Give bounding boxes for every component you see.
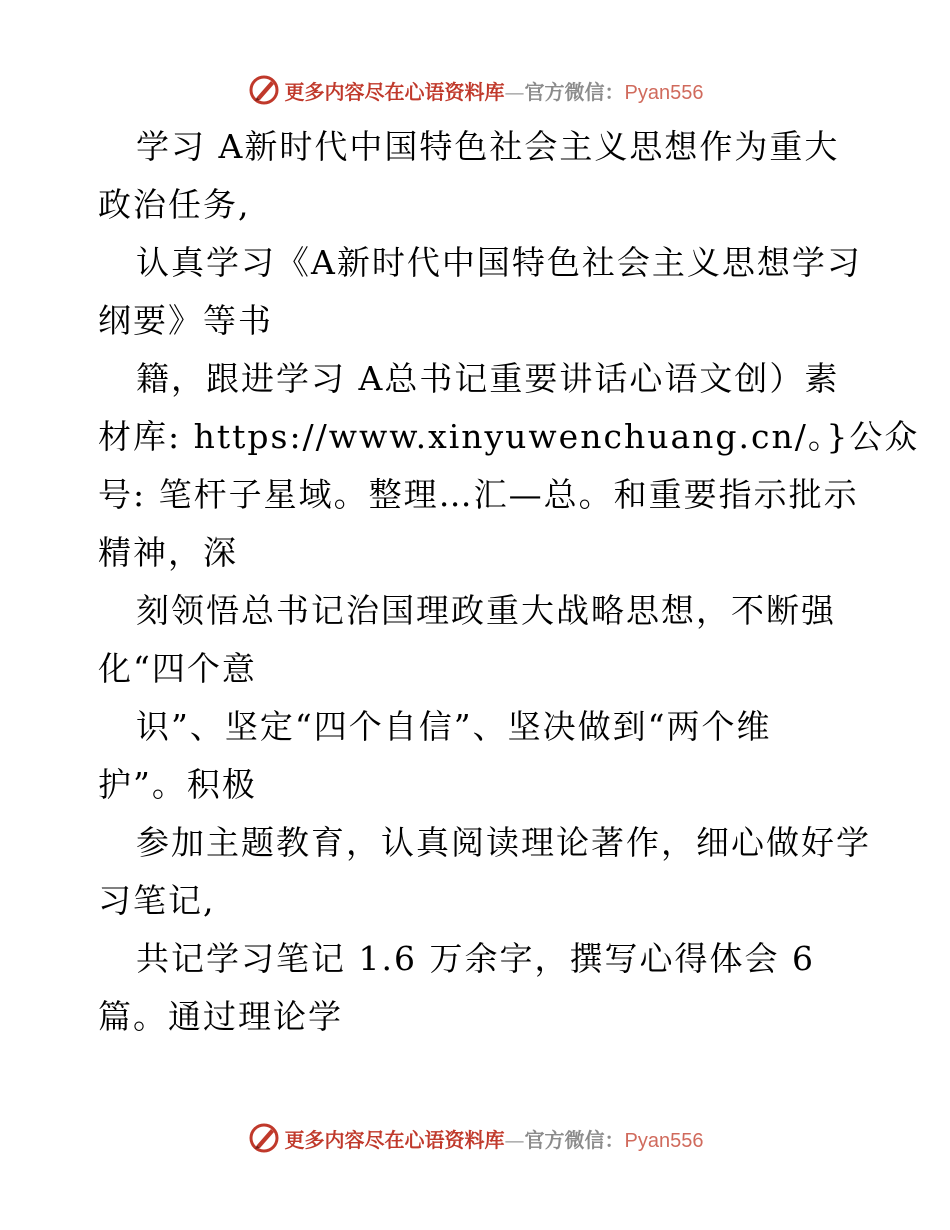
body-line: 化“四个意 xyxy=(98,649,257,688)
body-line: 习笔记, xyxy=(98,881,216,920)
footer-banner xyxy=(0,1118,950,1158)
body-line: 参加主题教育，认真阅读理论著作，细心做好学 xyxy=(136,823,871,862)
header-brand-text: 更多内容尽在心语资料库 xyxy=(284,79,505,104)
header-banner xyxy=(0,70,950,110)
footer-brand-text: 更多内容尽在心语资料库 xyxy=(284,1127,505,1152)
body-line: 政治任务, xyxy=(98,185,251,224)
body-line: 纲要》等书 xyxy=(98,301,273,340)
body-line: 精神，深 xyxy=(98,533,238,572)
header-banner-inner xyxy=(247,73,704,107)
footer-wechat-id: Pyan556 xyxy=(624,1129,704,1152)
header-wechat-id: Pyan556 xyxy=(624,81,704,104)
body-line: 篇。通过理论学 xyxy=(98,997,343,1036)
header-official-label: 官方微信： xyxy=(524,79,625,104)
footer-dash: — xyxy=(504,1127,525,1152)
body-line: 学习 A新时代中国特色社会主义思想作为重大 xyxy=(136,127,840,166)
body-line: 材库: https://www.xinyuwenchuang.cn/。}公众 xyxy=(98,417,920,456)
header-dash: — xyxy=(504,79,525,104)
body-line: 护”。积极 xyxy=(98,765,257,804)
pen-logo-icon xyxy=(247,1121,281,1155)
body-line: 籍，跟进学习 A总书记重要讲话心语文创）素 xyxy=(136,359,840,398)
body-line: 识”、坚定“四个自信”、坚决做到“两个维 xyxy=(136,707,772,746)
footer-official-label: 官方微信： xyxy=(524,1127,625,1152)
body-line: 认真学习《A新时代中国特色社会主义思想学习 xyxy=(136,243,862,282)
header-text xyxy=(285,76,704,105)
footer-text xyxy=(285,1124,704,1153)
body-line: 共记学习笔记 1.6 万余字，撰写心得体会 6 xyxy=(136,939,815,978)
body-line: 刻领悟总书记治国理政重大战略思想，不断强 xyxy=(136,591,836,630)
body-line: 号: 笔杆子星域。整理…汇—总。和重要指示批示 xyxy=(98,475,859,514)
footer-banner-inner xyxy=(247,1121,704,1155)
pen-logo-icon xyxy=(247,73,281,107)
document-body xyxy=(98,118,920,1046)
